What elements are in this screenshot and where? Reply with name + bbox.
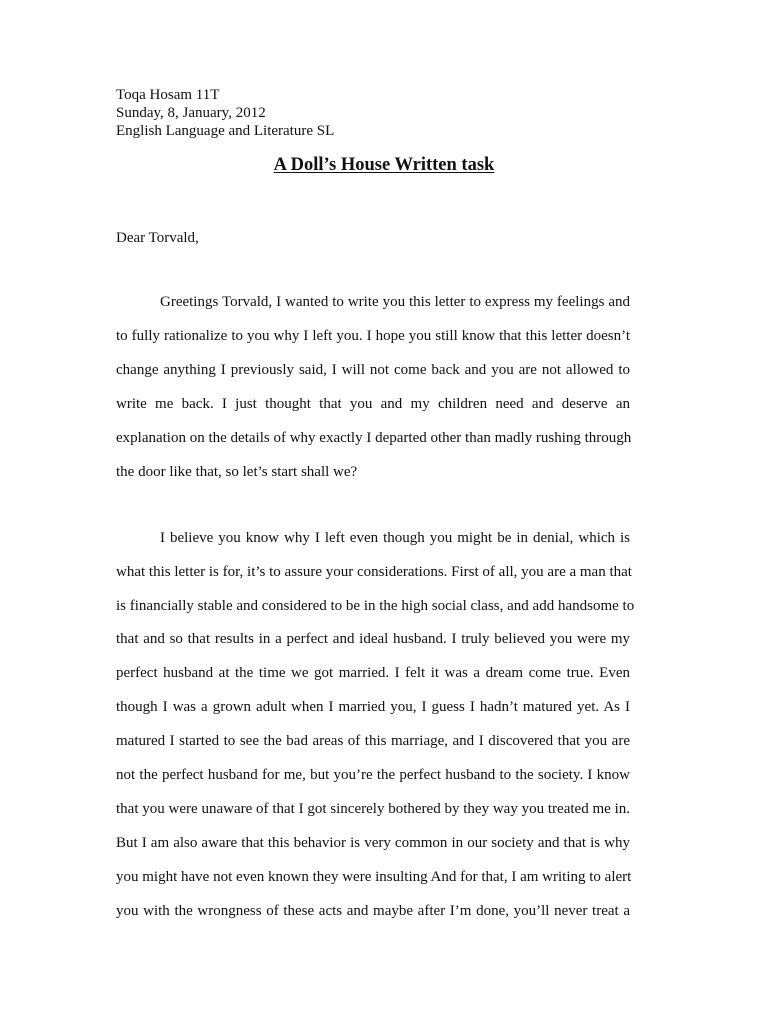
paragraph-2-line: you might have not even known they were insulting And for that, I am writing to alert [116, 869, 632, 885]
paragraph-1-line: change anything I previously said, I will not come back and you are not allowed to [116, 362, 630, 378]
paragraph-1-line: Greetings Torvald, I wanted to write you this letter to express my feelings and [160, 294, 630, 310]
paragraph-2-line: that and so that results in a perfect and ideal husband. I truly believed you were my [116, 631, 630, 647]
salutation: Dear Torvald, [116, 230, 199, 246]
paragraph-2-line: you with the wrongness of these acts and maybe after I’m done, you’ll never treat a [116, 903, 630, 919]
paragraph-2-line: though I was a grown adult when I married you, I guess I hadn’t matured yet. As I [116, 699, 630, 715]
paragraph-2-line: I believe you know why I left even though you might be in denial, which is [160, 530, 630, 546]
paragraph-2-line: perfect husband at the time we got married. I felt it was a dream come true. Even [116, 665, 630, 681]
paragraph-1-line: write me back. I just thought that you and my children need and deserve an [116, 396, 630, 412]
document-title: A Doll’s House Written task [273, 155, 495, 175]
paragraph-2-line: what this letter is for, it’s to assure your considerations. First of all, you are a man that [116, 564, 632, 580]
paragraph-1-line: to fully rationalize to you why I left you. I hope you still know that this letter doesn’t [116, 328, 630, 344]
course-line: English Language and Literature SL [116, 123, 335, 139]
date-line: Sunday, 8, January, 2012 [116, 105, 266, 121]
author-line: Toqa Hosam 11T [116, 87, 220, 103]
paragraph-2-line: not the perfect husband for me, but you’re the perfect husband to the society. I know [116, 767, 630, 783]
paragraph-2-line: that you were unaware of that I got sincerely bothered by they way you treated me in. [116, 801, 630, 817]
paragraph-2-line: But I am also aware that this behavior is very common in our society and that is why [116, 835, 630, 851]
paragraph-1-line: the door like that, so let’s start shall we? [116, 464, 358, 480]
paragraph-1-line: explanation on the details of why exactly I departed other than madly rushing through [116, 430, 632, 446]
paragraph-2-line: matured I started to see the bad areas of this marriage, and I discovered that you are [116, 733, 630, 749]
paragraph-2-line: is financially stable and considered to be in the high social class, and add handsome to [116, 598, 635, 614]
